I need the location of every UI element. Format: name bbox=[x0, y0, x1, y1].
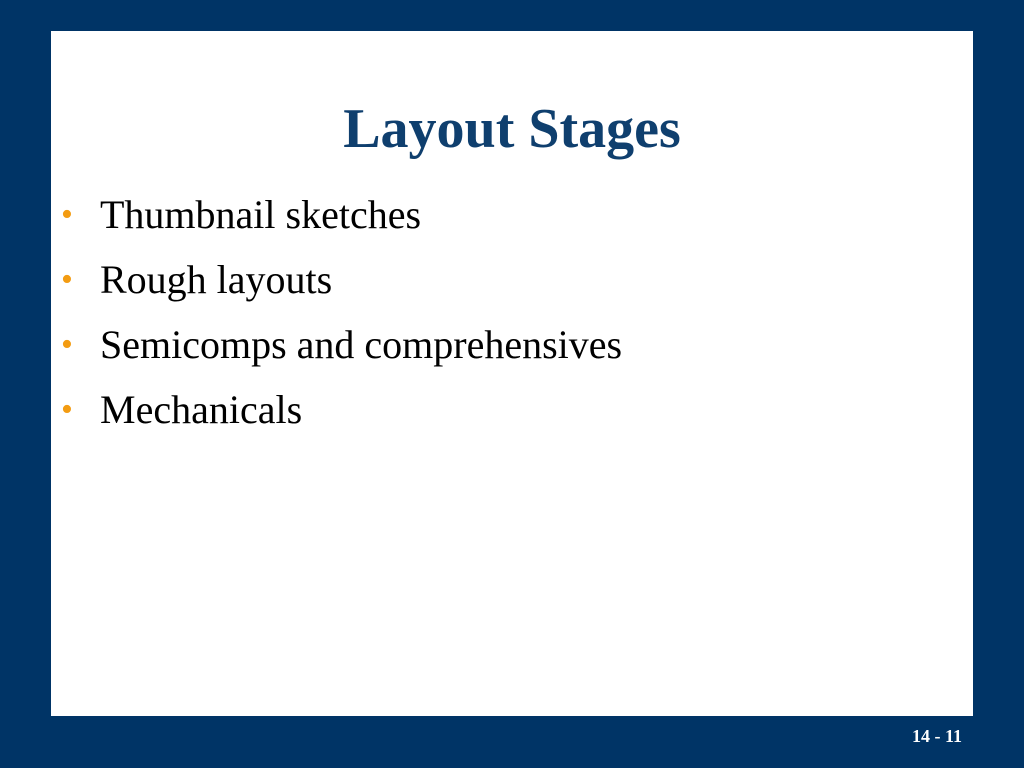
bullet-dot-icon: • bbox=[61, 326, 73, 363]
bullet-text: Thumbnail sketches bbox=[100, 192, 422, 237]
bullet-text: Rough layouts bbox=[100, 257, 333, 302]
bullet-text: Mechanicals bbox=[100, 387, 303, 432]
page-number: 14 - 11 bbox=[911, 726, 962, 746]
slide-content-area bbox=[51, 31, 973, 716]
bullet-dot-icon: • bbox=[61, 391, 73, 428]
bullet-text: Semicomps and comprehensives bbox=[100, 322, 623, 367]
bullet-dot-icon: • bbox=[61, 261, 73, 298]
slide-title: Layout Stages bbox=[343, 98, 681, 160]
bullet-dot-icon: • bbox=[61, 196, 73, 233]
